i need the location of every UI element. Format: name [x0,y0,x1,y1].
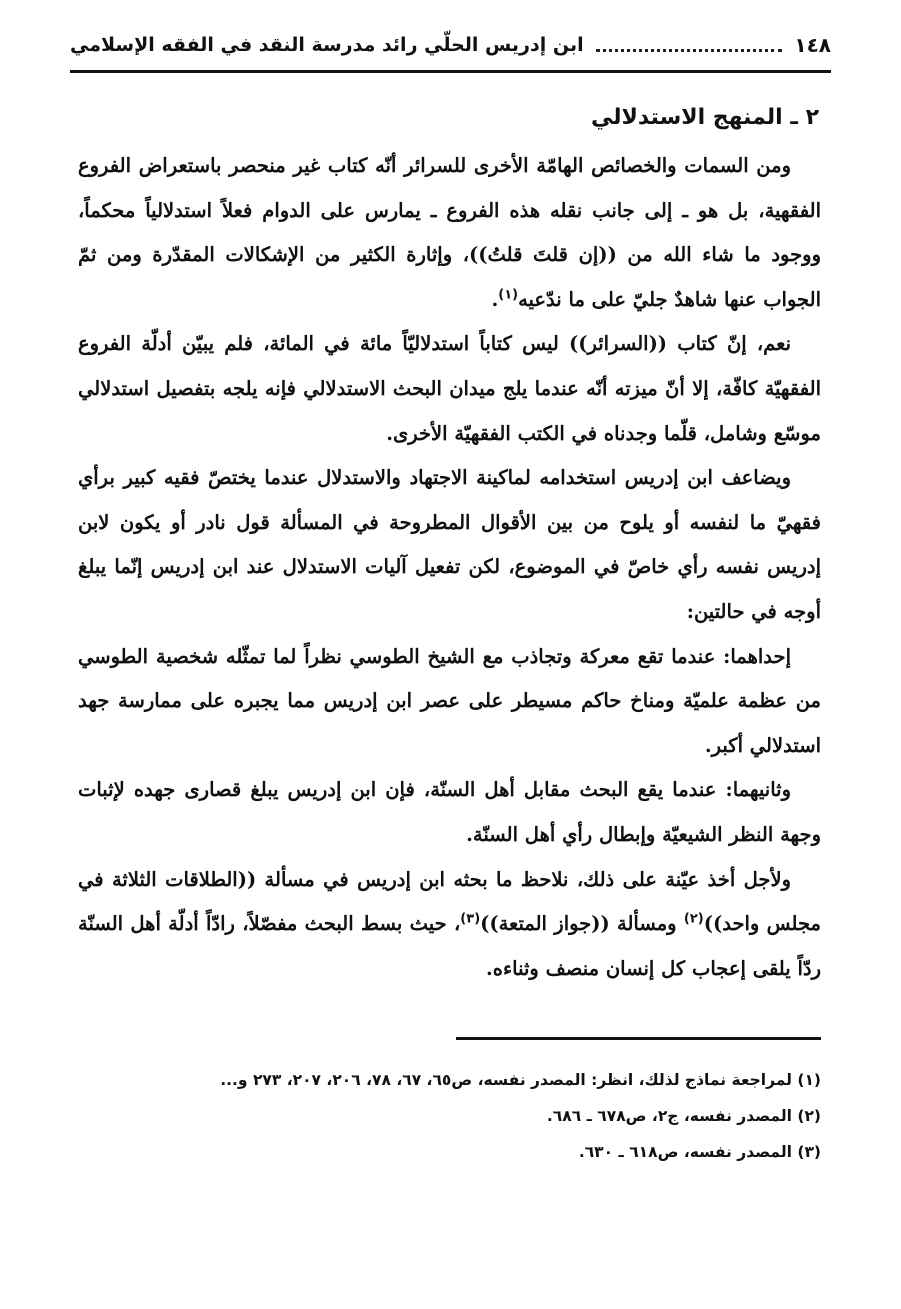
paragraph-3: ويضاعف ابن إدريس استخدامه لماكينة الاجتهاد والاستدلال عندما يختصّ فقيه كبير برأي فقهيّ ما لنفسه أو يلوح من بين الأقوال المطروحة في المسألة قول نادر أو يكون لابن إدريس نفسه رأي خاصّ في الموضوع، لكن تفعيل آليات الاستدلال عند ابن إدريس إنّما يبلغ أوجه في حالتين: [78,466,821,623]
footnote-marker-1: (١) [498,287,519,303]
paragraph-2: نعم، إنّ كتاب ((السرائر)) ليس كتاباً استدلاليّاً مائة في المائة، فلم يبيّن أدلّة الفروع الفقهيّة كافّة، إلا أنّ ميزته أنّه عندما يلج ميدان البحث الاستدلالي فإنه يلجه بتفصيل استدلالي موسّع وشامل، قلّما وجدناه في الكتب الفقهيّة الأخرى. [78,332,821,445]
header-rule [70,70,831,73]
paragraph-6 [78,858,821,992]
paragraph-1-text: ومن السمات والخصائص الهامّة الأخرى للسرائر أنّه كتاب غير منحصر باستعراض الفروع الفقهية، بل هو ـ إلى جانب نقله هذه الفروع ـ يمارس على الدوام فعلاً استدلالياً محكماً، ووجود ما شاء الله من ((إن قلتَ قلتُ))، وإثارة الكثير من الإشكالات المقدّرة ومن ثمّ الجواب عنها شاهدٌ جليّ على ما ندّعيه [78,154,821,311]
paragraph-1-end: . [491,287,499,311]
footnote-1: (١) لمراجعة نماذج لذلك، انظر: المصدر نفسه، ص٦٥، ٦٧، ٧٨، ٢٠٦، ٢٠٧، ٢٧٣ و... [220,1071,821,1089]
running-header [70,28,831,62]
page-number: ١٤٨ [794,33,831,57]
footnote-marker-3: (٣) [460,911,481,927]
paragraph-5: وثانيهما: عندما يقع البحث مقابل أهل السنّة، فإن ابن إدريس يبلغ قصارى جهده لإثبات وجهة النظر الشيعيّة وإبطال رأي أهل السنّة. [78,778,821,846]
main-text [78,92,821,991]
paragraph-6-end: ، حيث بسط البحث مفصّلاً، رادّاً أدلّة أهل السنّة ردّاً يلقى إعجاب كل إنسان منصف وثناءه. [78,912,821,980]
section-heading: ٢ ـ المنهج الاستدلالي [591,105,819,130]
running-title: ابن إدريس الحلّي رائد مدرسة النقد في الفقه الإسلامي [70,34,584,56]
paragraph-6-middle: ومسألة ((جواز المتعة)) [480,912,684,936]
footnotes [78,1062,821,1170]
header-dot-leader [596,39,783,52]
paragraph-1 [78,144,821,322]
footnote-3: (٣) المصدر نفسه، ص٦١٨ ـ ٦٣٠. [578,1143,821,1161]
paragraph-4: إحداهما: عندما تقع معركة وتجاذب مع الشيخ الطوسي نظراً لما تمثّله شخصية الطوسي من عظمة علميّة ومناخ حاكم مسيطر على عصر ابن إدريس مما يجبره على ممارسة جهد استدلالي أكبر. [78,644,821,757]
paragraph-6-text: ولأجل أخذ عيّنة على ذلك، نلاحظ ما بحثه ابن إدريس في مسألة ((الطلاقات الثلاثة في مجلس واحد)) [78,867,821,936]
footnote-marker-2: (٢) [683,911,704,927]
footnote-separator [456,1037,821,1040]
footnote-2: (٢) المصدر نفسه، ج٢، ص٦٧٨ ـ ٦٨٦. [546,1107,821,1125]
